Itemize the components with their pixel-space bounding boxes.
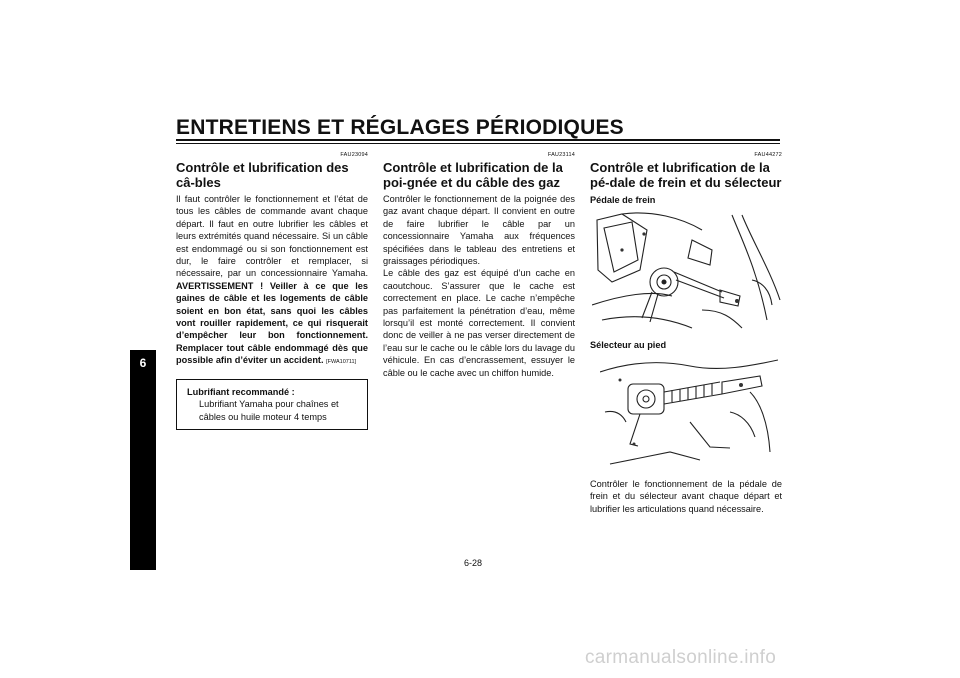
- shift-pedal-illustration: [600, 352, 778, 470]
- title-rule: [176, 139, 780, 141]
- watermark: carmanualsonline.info: [585, 647, 777, 668]
- section-body: Contrôler le fonctionnement de la poignée des gaz avant chaque départ. Il convient en outre de faire lubrifier le câble par un concessionnaire Yamaha aux fréquences spécifiées dans le tableau des entretiens et graissages périodiques.: [383, 194, 575, 267]
- recommended-lubricant-box: [176, 379, 368, 430]
- chapter-number: 6: [139, 356, 147, 370]
- column-cables: [176, 152, 368, 430]
- sub-heading-brake-pedal: Pédale de frein: [590, 195, 656, 205]
- warning-ref: [FWA10711]: [326, 359, 357, 366]
- section-body: Contrôler le fonctionnement de la pédale de frein et du sélecteur avant chaque départ et lubrifier les articulations quand nécessaire.: [590, 479, 782, 514]
- section-body: Le câble des gaz est équipé d’un cache en caoutchouc. S’assurer que le cache est correctement en place. Le cache n’empêche pas parfaitement la pénétration d’eau, même lorsqu’il est monté correctement. Il convient donc de veiller à ne pas verser directement de l’eau sur le cache ou le câble lors du lavage du véhicule. En cas d’encrassement, essuyer le câble ou le cache avec un chiffon humide.: [383, 268, 575, 378]
- section-ref: FAU23114: [547, 152, 575, 158]
- section-ref: FAU44272: [754, 152, 782, 158]
- body-text: Il faut contrôler le fonctionnement et l’état de tous les câbles de commande avant chaque départ. Il faut en outre lubrifier les câbles et leurs extrémités quand nécessaire. Si un câble est endommagé ou si son fonctionnement est dur, le faire contrôler et remplacer, si nécessaire, par un concessionnaire Yamaha.: [176, 194, 368, 279]
- title-rule-thin: [176, 143, 780, 144]
- brake-pedal-illustration: [592, 210, 782, 330]
- lubricant-line: câbles ou huile moteur 4 temps: [199, 411, 327, 422]
- warning-text: AVERTISSEMENT ! Veiller à ce que les gaines de câble et les logements de câble soient en bon état, sans quoi les câbles vont rouiller rapidement, ce qui risquerait d’empêcher leur bon fonctionnement. Remplacer tout câble endommagé dès que possible afin d’éviter un accident.: [176, 280, 368, 366]
- column-pedals: [590, 152, 782, 205]
- page-title: ENTRETIENS ET RÉGLAGES PÉRIODIQUES: [176, 116, 624, 139]
- section-ref: FAU23094: [340, 152, 368, 158]
- lubricant-line: Lubrifiant Yamaha pour chaînes et: [199, 399, 339, 410]
- page-number: 6-28: [464, 558, 483, 568]
- sub-heading-shift-pedal: Sélecteur au pied: [590, 340, 667, 350]
- column-throttle: [383, 152, 575, 379]
- chapter-tab: [130, 350, 156, 570]
- section-heading: Contrôle et lubrification de la pé-dale de frein et du sélecteur: [590, 160, 782, 190]
- lubricant-title: Lubrifiant recommandé :: [187, 386, 295, 397]
- section-body: [176, 193, 368, 369]
- section-heading: Contrôle et lubrification des câ-bles: [176, 160, 349, 190]
- section-heading: Contrôle et lubrification de la poi-gnée et du câble des gaz: [383, 160, 563, 190]
